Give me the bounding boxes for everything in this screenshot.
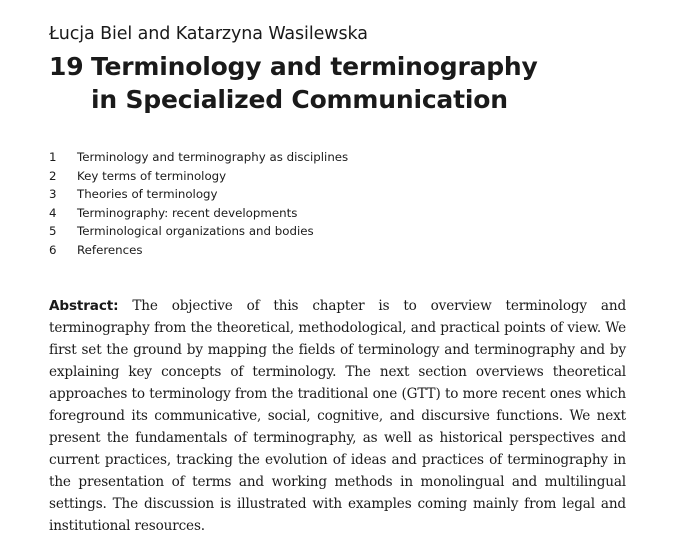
chapter-authors: Łucja Biel and Katarzyna Wasilewska <box>49 24 368 44</box>
toc-item <box>49 204 626 223</box>
toc-item-number: 2 <box>49 168 57 183</box>
chapter-opening-page <box>49 22 626 550</box>
toc-item <box>49 222 626 241</box>
toc-item-label: Terminography: recent developments <box>77 205 298 220</box>
chapter-title-line-1: Terminology and terminography <box>91 52 538 81</box>
chapter-title-text <box>91 50 626 116</box>
toc-item <box>49 241 626 260</box>
chapter-title-line-2: in Specialized Communication <box>91 85 508 114</box>
toc-item-label: Terminology and terminography as disciplines <box>77 150 349 164</box>
toc-item-number: 1 <box>49 150 57 164</box>
table-of-contents <box>49 148 626 260</box>
abstract-paragraph <box>49 295 626 537</box>
toc-item-label: References <box>77 242 143 257</box>
chapter-title <box>49 50 626 116</box>
toc-item-number: 3 <box>49 187 57 202</box>
toc-item-label: Terminological organizations and bodies <box>77 224 314 239</box>
abstract-label: Abstract: <box>49 297 119 314</box>
toc-item-label: Key terms of terminology <box>77 168 227 183</box>
chapter-number: 19 <box>49 52 84 81</box>
toc-item-number: 5 <box>49 224 57 239</box>
toc-item-number: 6 <box>49 242 57 257</box>
abstract-text: The objective of this chapter is to overview terminology and terminography from the theoretical, methodological, and practical points of view. We first set the ground by mapping the fields of terminology and terminography and by explaining key concepts of terminology. The next section overviews theoretical approaches to terminology from the traditional one (GTT) to more recent ones which foreground its communicative, social, cognitive, and discursive functions. We next present the fundamentals of terminography, as well as historical perspectives and current practices, tracking the evolution of ideas and practices of terminography in the presentation of terms and working methods in monolingual and multilingual settings. The discussion is illustrated with examples coming mainly from legal and institutional resources. <box>49 297 627 534</box>
toc-item-label: Theories of terminology <box>77 187 218 202</box>
toc-item <box>49 167 626 186</box>
toc-item <box>49 148 626 167</box>
toc-item <box>49 185 626 204</box>
toc-item-number: 4 <box>49 205 57 220</box>
